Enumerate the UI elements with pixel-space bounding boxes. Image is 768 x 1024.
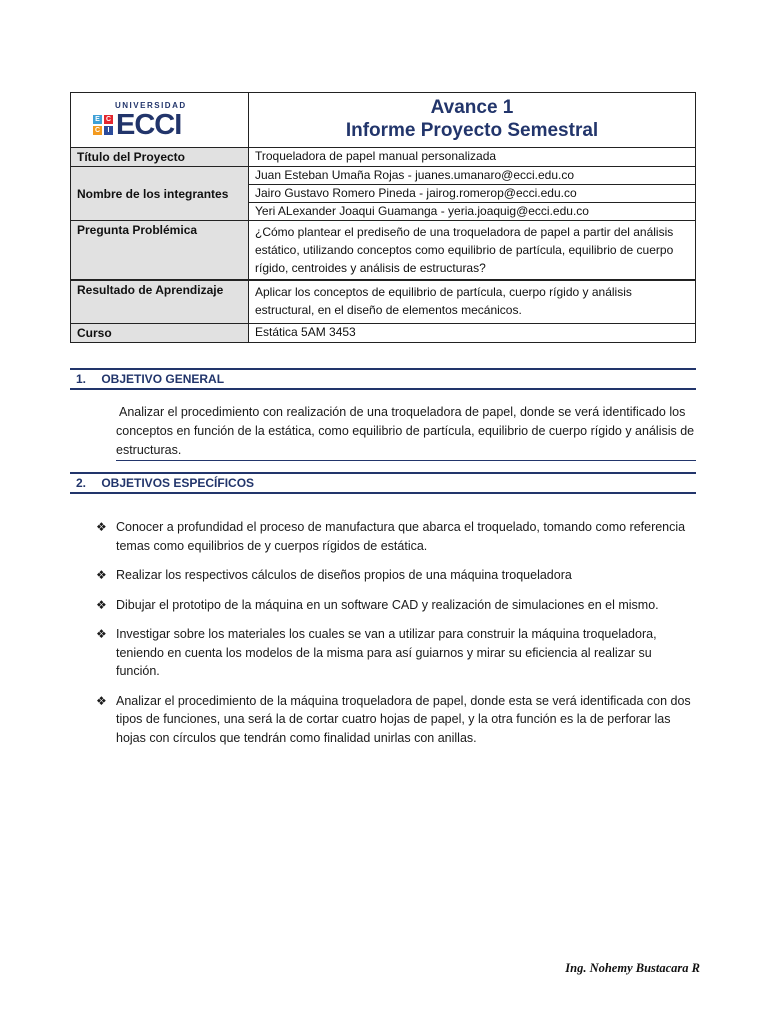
row-curso bbox=[71, 324, 695, 342]
list-item bbox=[96, 566, 696, 585]
signature: Ing. Nohemy Bustacara R bbox=[565, 961, 700, 975]
logo-square-i: I bbox=[104, 126, 113, 135]
list-item bbox=[96, 625, 696, 681]
row-pregunta bbox=[71, 221, 695, 281]
integrante-1: Juan Esteban Umaña Rojas - juanes.umanaro@ecci.edu.co bbox=[249, 167, 695, 185]
section-1-heading bbox=[70, 368, 696, 390]
integrante-2: Jairo Gustavo Romero Pineda - jairog.romerop@ecci.edu.co bbox=[249, 185, 695, 203]
diamond-bullet-icon: ❖ bbox=[96, 520, 107, 534]
section-1-number: 1. bbox=[76, 372, 87, 386]
integrantes-label: Nombre de los integrantes bbox=[71, 167, 249, 220]
list-item-text: Analizar el procedimiento de la máquina troqueladora de papel, donde esta se verá identificada con dos tipos de funciones, una será la de cortar cuatro hojas de papel, y la otra función es la de perforar las hojas con círculos que tendrán como finalidad unirlas con anillas. bbox=[116, 693, 691, 745]
logo-square-c1: C bbox=[105, 115, 112, 123]
titulo-label: Título del Proyecto bbox=[71, 148, 249, 166]
list-item-text: Investigar sobre los materiales los cuales se van a utilizar para construir la máquina troqueladora, teniendo en cuenta los modelos de la misma para así guiarnos y mirar su eficiencia al realizar su función. bbox=[116, 627, 657, 678]
integrante-3: Yeri ALexander Joaqui Guamanga - yeria.joaquig@ecci.edu.co bbox=[255, 204, 589, 218]
resultado-label: Resultado de Aprendizaje bbox=[71, 281, 249, 323]
logo-top-text: UNIVERSIDAD bbox=[115, 100, 187, 110]
logo-square-e: E bbox=[93, 115, 102, 124]
diamond-bullet-icon: ❖ bbox=[96, 597, 107, 612]
list-item bbox=[96, 596, 696, 615]
logo-square-c2: C bbox=[94, 126, 101, 134]
objetivo-general-text: Analizar el procedimiento con realización de una troqueladora de papel, donde se verá identificado los conceptos en función de la estática, como equilibrio de partícula, equilibrio de cuerpo rígido y análisis de estructuras. bbox=[116, 405, 695, 457]
report-title: Avance 1 bbox=[430, 97, 514, 118]
logo-main bbox=[93, 110, 187, 140]
report-subtitle: Informe Proyecto Semestral bbox=[345, 120, 599, 141]
university-logo bbox=[93, 101, 187, 140]
section-1-divider bbox=[116, 460, 696, 461]
logo-squares bbox=[93, 115, 113, 135]
title-cell bbox=[249, 93, 695, 147]
pregunta-label: Pregunta Problémica bbox=[71, 221, 249, 279]
row-integrantes bbox=[71, 167, 695, 221]
logo-cell bbox=[71, 93, 249, 147]
header-table bbox=[70, 92, 696, 343]
objetivos-especificos-list bbox=[96, 518, 696, 758]
row-resultado bbox=[71, 281, 695, 324]
section-2-title: OBJETIVOS ESPECÍFICOS bbox=[101, 476, 255, 490]
list-item-text: Conocer a profundidad el proceso de manufactura que abarca el troquelado, tomando como referencia temas como equilibrios de y cuerpos rígidos de estática. bbox=[116, 520, 686, 553]
resultado-value: Aplicar los conceptos de equilibrio de partícula, cuerpo rígido y análisis estructural, en el diseño de elementos mecánicos. bbox=[255, 285, 632, 317]
list-item bbox=[96, 518, 696, 555]
list-item-text: Realizar los respectivos cálculos de diseños propios de una máquina troqueladora bbox=[116, 568, 572, 582]
diamond-bullet-icon: ❖ bbox=[96, 627, 107, 641]
header-top-row bbox=[71, 93, 695, 148]
curso-label: Curso bbox=[71, 324, 249, 342]
integrantes-list bbox=[249, 167, 695, 220]
titulo-value: Troqueladora de papel manual personalizada bbox=[255, 149, 497, 163]
diamond-bullet-icon: ❖ bbox=[96, 568, 107, 582]
pregunta-value: ¿Cómo plantear el prediseño de una troqueladora de papel a partir del análisis estático, utilizando conceptos como equilibrio de partícula, equilibrio de cuerpo rígido, centroides y análisis de estructuras? bbox=[255, 225, 674, 275]
list-item-text: Dibujar el prototipo de la máquina en un software CAD y realización de simulaciones en el mismo. bbox=[116, 597, 659, 612]
section-2-heading bbox=[70, 472, 696, 494]
logo-ecci-text: ECCI bbox=[116, 108, 182, 141]
list-item bbox=[96, 692, 696, 748]
curso-value: Estática 5AM 3453 bbox=[255, 325, 356, 339]
row-titulo bbox=[71, 148, 695, 167]
section-2-number: 2. bbox=[76, 476, 87, 490]
diamond-bullet-icon: ❖ bbox=[96, 693, 107, 708]
section-1-title: OBJETIVO GENERAL bbox=[101, 372, 225, 386]
